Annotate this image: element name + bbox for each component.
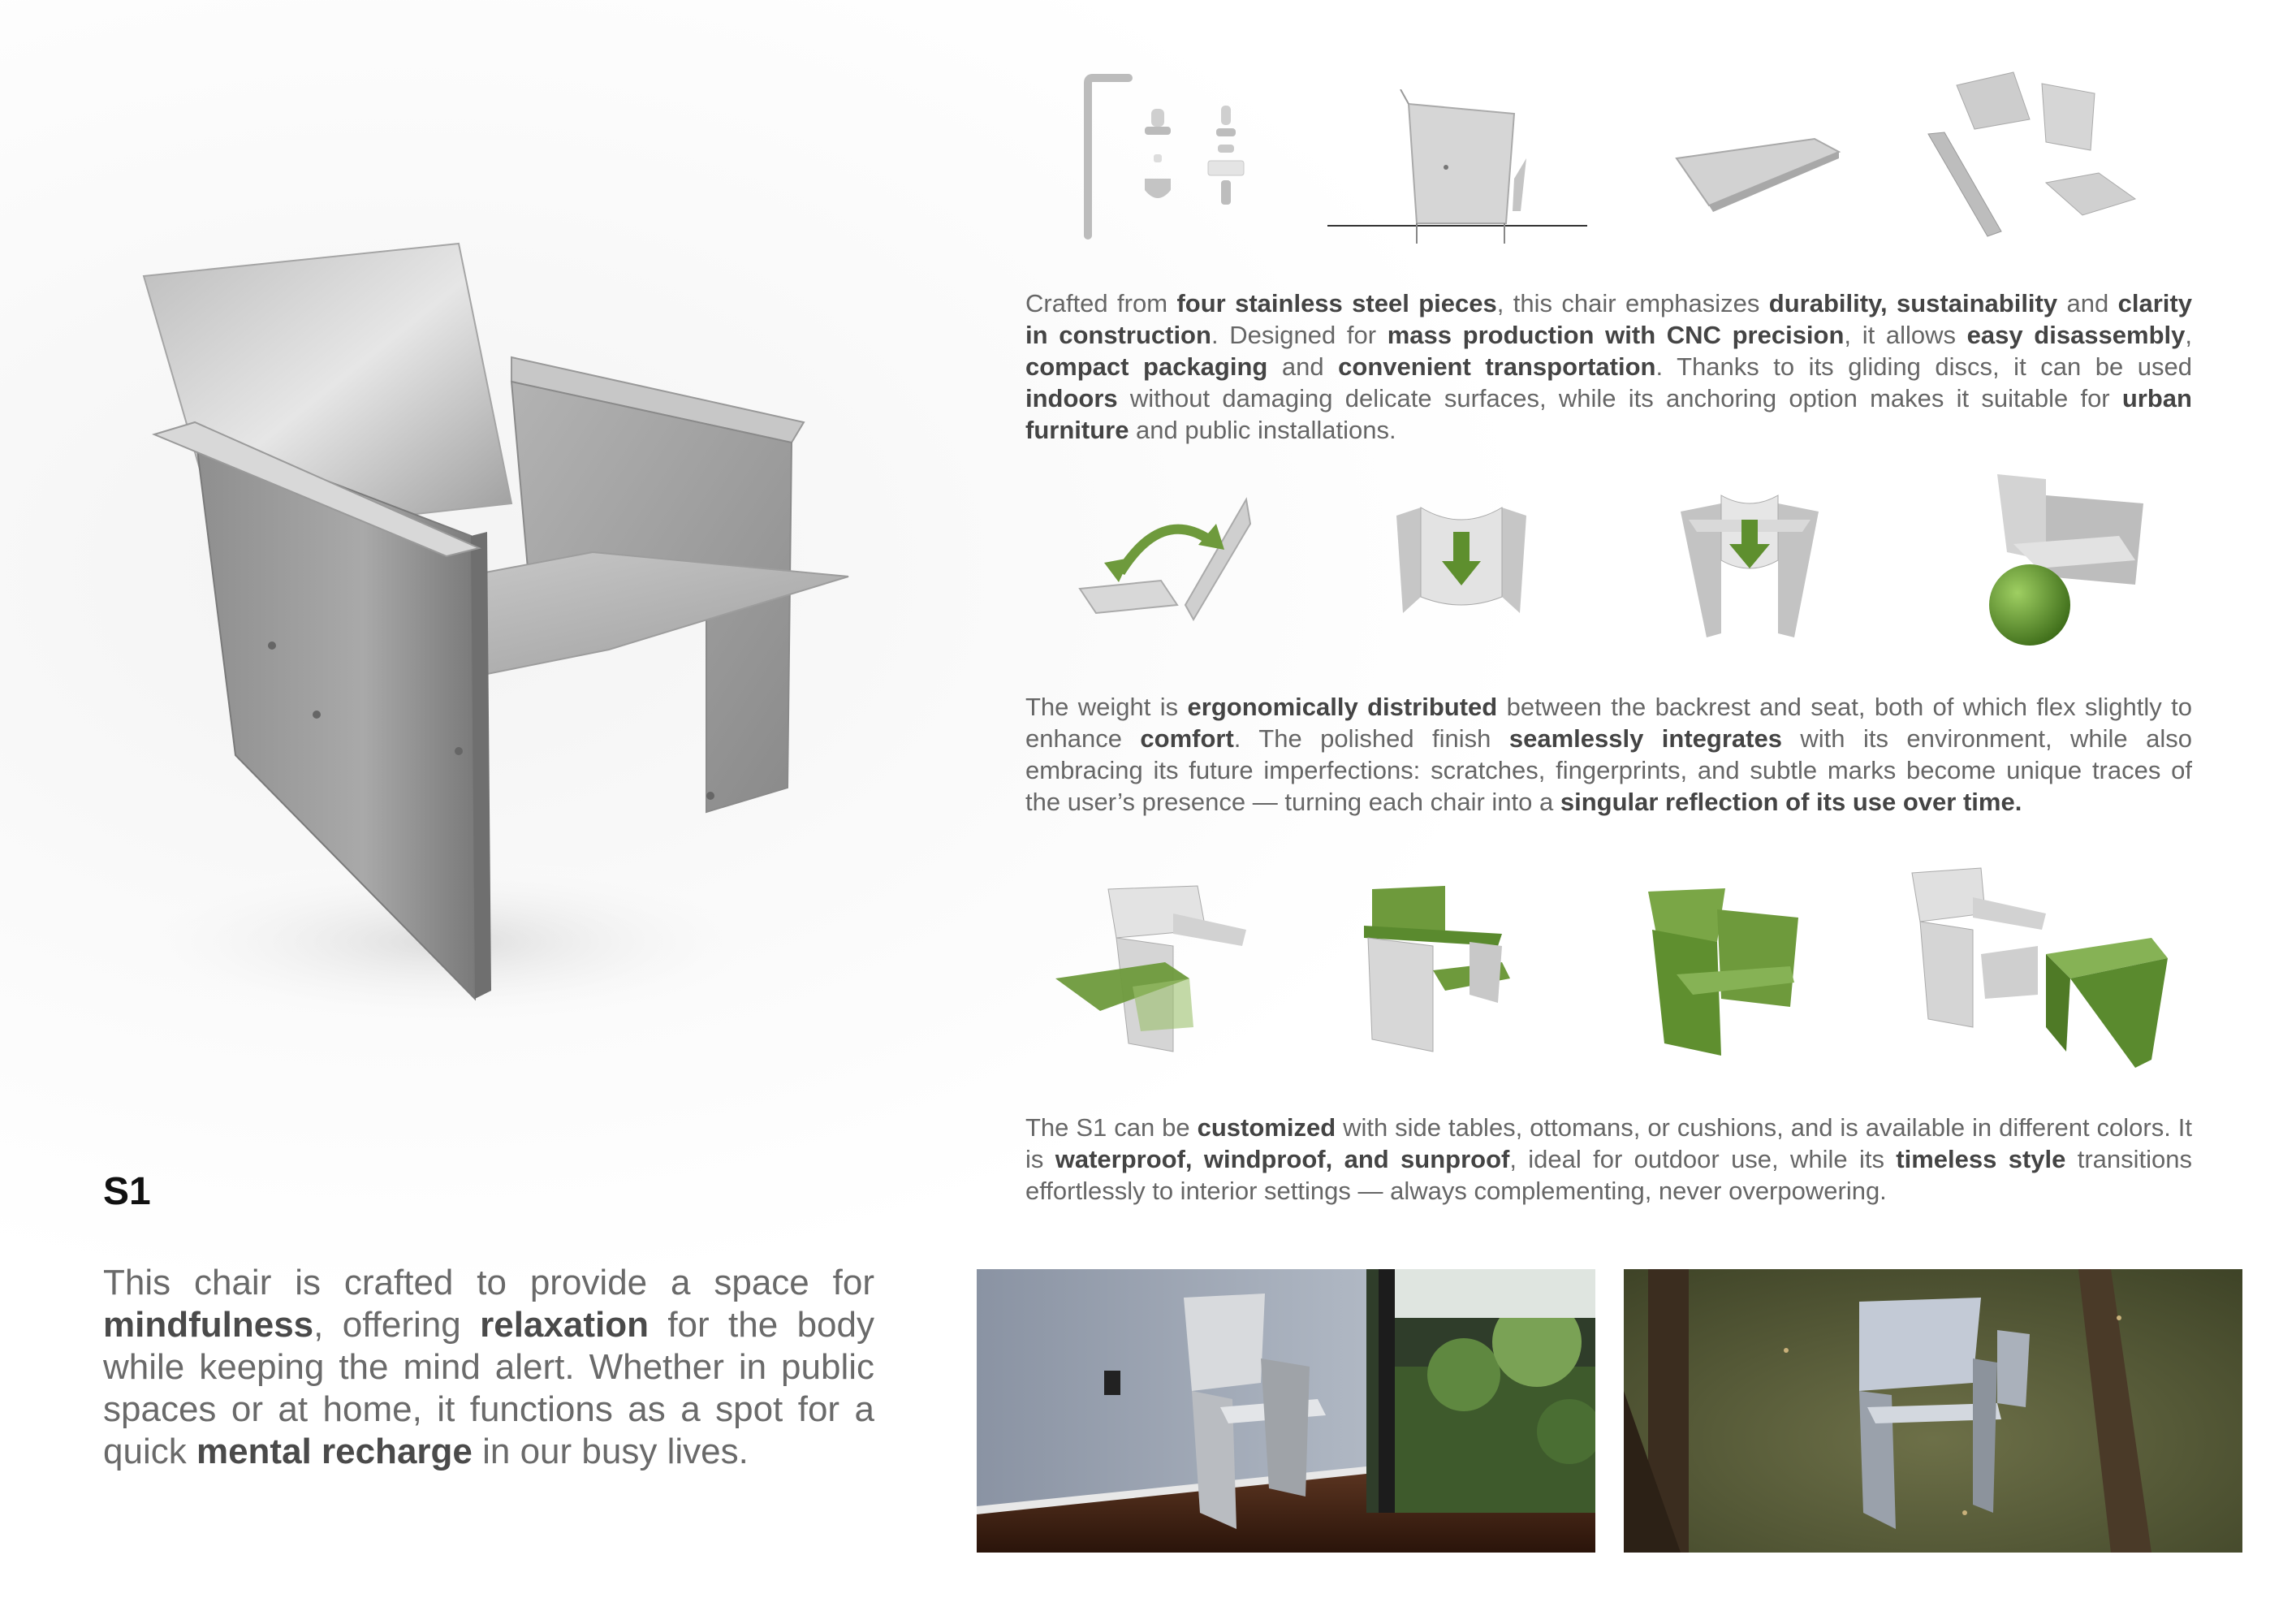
emphasis-text: relaxation [480, 1305, 649, 1345]
emphasis-text: customized [1197, 1113, 1336, 1142]
body-text: , this chair emphasizes [1496, 289, 1769, 317]
flat-pack-icon [1668, 134, 1847, 215]
emphasis-text: mass production with CNC precision [1387, 321, 1845, 349]
emphasis-text: ergonomically distributed [1187, 693, 1498, 721]
body-text: and public installations. [1129, 416, 1396, 444]
emphasis-text: four stainless steel pieces [1176, 289, 1497, 317]
hero-chair-render [106, 227, 885, 1031]
indoor-photo [977, 1269, 1595, 1553]
emphasis-text: clarity in construction [1025, 289, 2192, 349]
body-text: with side tables, ottomans, or cushions, and is available in different colors. It is [1025, 1113, 2192, 1173]
emphasis-text: mindfulness [103, 1305, 314, 1345]
body-text: . Thanks to its gliding discs, it can be used [1655, 352, 2192, 381]
body-text: and [1267, 352, 1339, 381]
emphasis-text: durability, sustainability [1768, 289, 2058, 317]
product-title: S1 [103, 1170, 151, 1213]
body-text: The weight is [1025, 693, 1188, 721]
bolt-set-icon [1137, 97, 1275, 219]
emphasis-text: compact packaging [1025, 352, 1268, 381]
body-text: Crafted from [1025, 289, 1177, 317]
body-text: with its environment, while also embracing its future imperfections: scratches, fingerprints, and subtle marks become unique traces of the user’s presence — turning each chair into a [1025, 724, 2192, 816]
body-text: transitions effortlessly to interior settings — always complementing, never overpowering. [1025, 1145, 2192, 1205]
emphasis-text: timeless style [1896, 1145, 2066, 1173]
body-text: This chair is crafted to provide a space for [103, 1263, 874, 1302]
construction-paragraph [1025, 287, 2192, 446]
emphasis-text: comfort [1140, 724, 1234, 753]
exploded-parts-icon [1924, 69, 2143, 240]
allen-key-icon [1072, 73, 1137, 244]
body-text: The S1 can be [1025, 1113, 1198, 1142]
body-text: , ideal for outdoor use, while its [1509, 1145, 1897, 1173]
emphasis-text: urban furniture [1025, 384, 2192, 444]
body-text: in our busy lives. [472, 1432, 749, 1471]
customization-paragraph [1025, 1112, 2192, 1207]
body-text: between the backrest and seat, both of which flex slightly to enhance [1025, 693, 2193, 753]
body-text: . Designed for [1211, 321, 1388, 349]
gliding-disc-icon [1965, 471, 2151, 650]
chair-side-view-icon [1319, 89, 1595, 252]
emphasis-text: seamlessly integrates [1508, 724, 1782, 753]
seat-load-icon [1672, 487, 1827, 641]
emphasis-text: easy disassembly [1966, 321, 2186, 349]
body-text: and [2057, 289, 2118, 317]
emphasis-text: singular reflection of its use over time. [1560, 788, 2022, 816]
body-text: , it allows [1844, 321, 1967, 349]
ergonomics-paragraph [1025, 691, 2192, 818]
backrest-load-icon [1388, 499, 1534, 621]
emphasis-text: waterproof, windproof, and sunproof [1055, 1145, 1510, 1173]
intro-paragraph [103, 1262, 874, 1473]
body-text: without damaging delicate surfaces, while its anchoring option makes it suitable for [1117, 384, 2122, 412]
body-text: , [2185, 321, 2193, 349]
green-full-variant-icon [1644, 885, 1806, 1064]
body-text: for the body while keeping the mind alert. Whether in public spaces or at home, it functions as a spot for a quick [103, 1305, 874, 1471]
green-cushion-variant-icon [1356, 881, 1518, 1060]
emphasis-text: convenient transportation [1338, 352, 1656, 381]
green-side-table-variant-icon [1908, 865, 2176, 1076]
fold-arrow-icon [1072, 491, 1258, 637]
body-text: , offering [313, 1305, 481, 1345]
body-text: . The polished finish [1233, 724, 1509, 753]
emphasis-text: indoors [1025, 384, 1118, 412]
outdoor-photo [1624, 1269, 2242, 1553]
green-seat-variant-icon [1051, 881, 1262, 1060]
emphasis-text: mental recharge [196, 1432, 473, 1471]
